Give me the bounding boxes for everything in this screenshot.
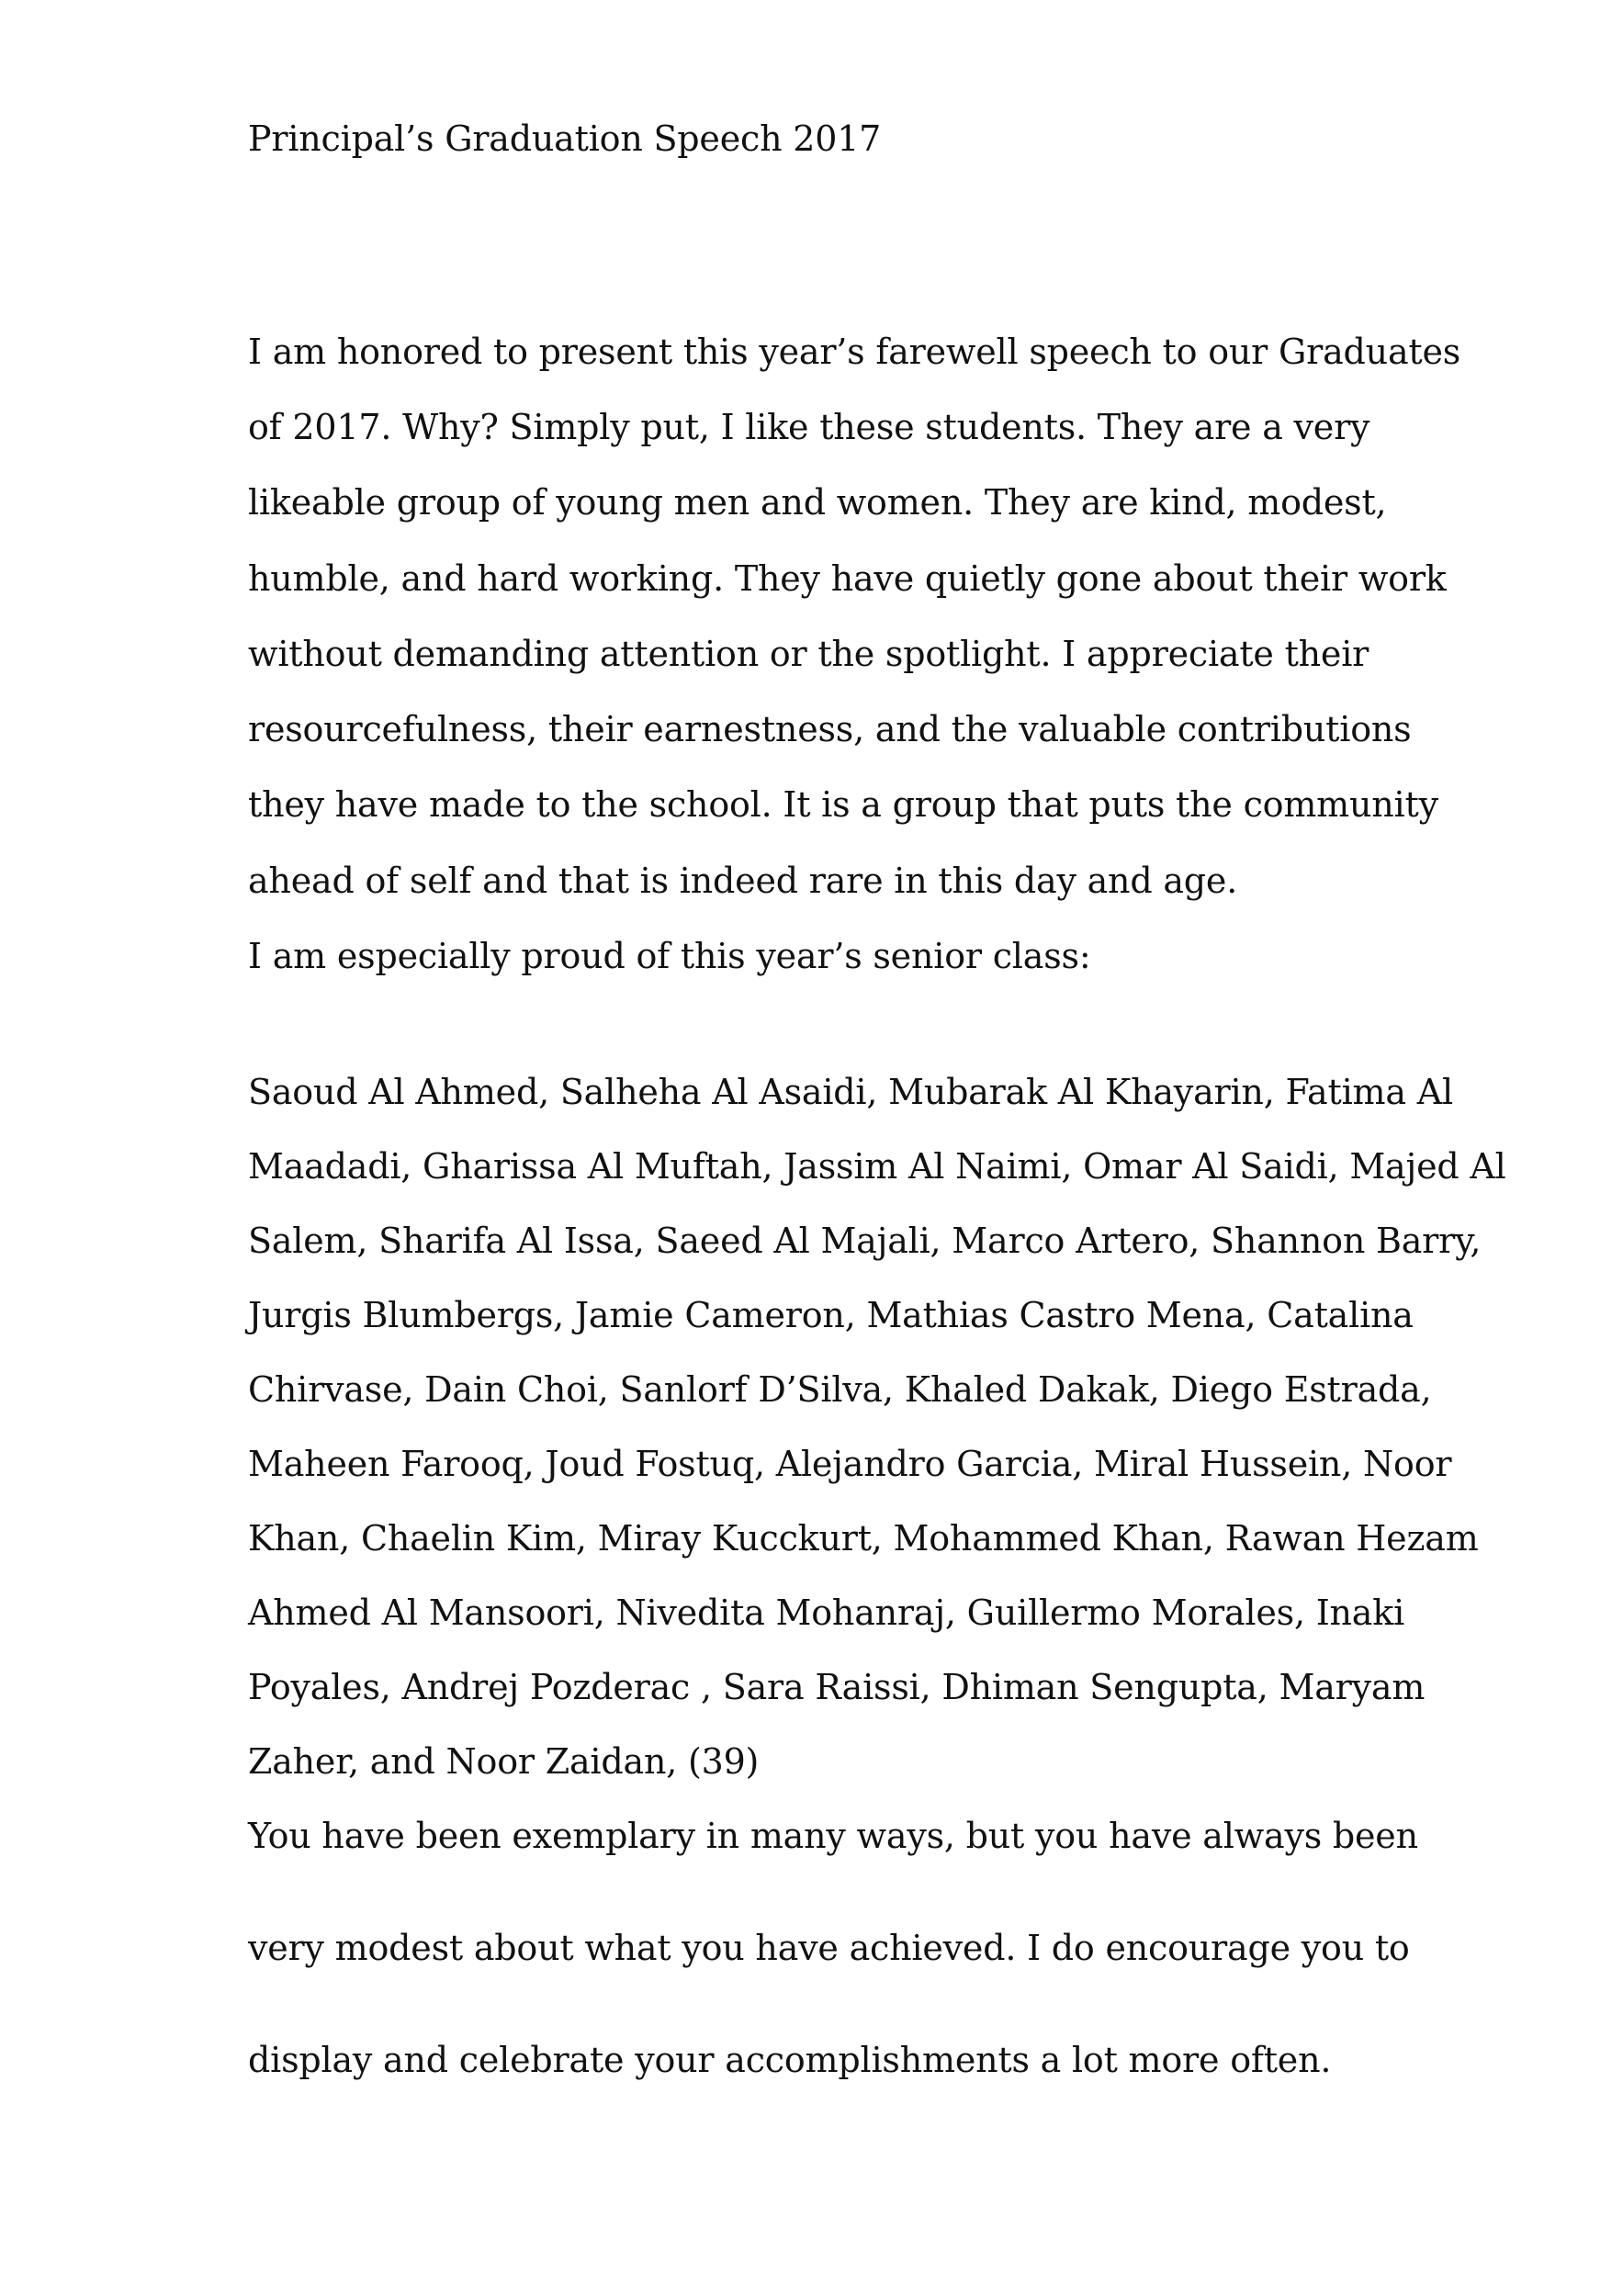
intro-line: of 2017. Why? Simply put, I like these students. They are a very	[248, 407, 1370, 447]
intro-line: resourcefulness, their earnestness, and the valuable contributions	[248, 709, 1412, 749]
intro-line: ahead of self and that is indeed rare in this day and age.	[248, 861, 1238, 901]
closing-line: display and celebrate your accomplishments a lot more often.	[248, 2040, 1332, 2080]
closing-line: You have been exemplary in many ways, but you have always been	[248, 1816, 1418, 1856]
intro-line: likeable group of young men and women. They are kind, modest,	[248, 482, 1387, 523]
intro-line: without demanding attention or the spotlight. I appreciate their	[248, 634, 1369, 674]
intro-line: I am honored to present this year’s farewell speech to our Graduates	[248, 332, 1461, 372]
intro-line: they have made to the school. It is a group that puts the community	[248, 784, 1438, 825]
names-line: Zaher, and Noor Zaidan, (39)	[248, 1741, 760, 1782]
document-title: Principal’s Graduation Speech 2017	[248, 118, 882, 159]
names-line: Jurgis Blumbergs, Jamie Cameron, Mathias Castro Mena, Catalina	[248, 1295, 1414, 1335]
names-line: Maheen Farooq, Joud Fostuq, Alejandro Garcia, Miral Hussein, Noor	[248, 1444, 1452, 1484]
names-line: Salem, Sharifa Al Issa, Saeed Al Majali, Marco Artero, Shannon Barry,	[248, 1221, 1482, 1261]
names-line: Chirvase, Dain Choi, Sanlorf D’Silva, Khaled Dakak, Diego Estrada,	[248, 1369, 1432, 1410]
intro-line: humble, and hard working. They have quietly gone about their work	[248, 558, 1447, 599]
intro-line: I am especially proud of this year’s senior class:	[248, 936, 1091, 976]
closing-line: very modest about what you have achieved. I do encourage you to	[248, 1928, 1410, 1968]
names-line: Saoud Al Ahmed, Salheha Al Asaidi, Mubarak Al Khayarin, Fatima Al	[248, 1072, 1453, 1112]
names-line: Ahmed Al Mansoori, Nivedita Mohanraj, Guillermo Morales, Inaki	[248, 1593, 1405, 1633]
names-line: Poyales, Andrej Pozderac , Sara Raissi, Dhiman Sengupta, Maryam	[248, 1667, 1426, 1707]
names-line: Khan, Chaelin Kim, Miray Kucckurt, Mohammed Khan, Rawan Hezam	[248, 1518, 1479, 1559]
names-line: Maadadi, Gharissa Al Muftah, Jassim Al Naimi, Omar Al Saidi, Majed Al	[248, 1146, 1506, 1187]
